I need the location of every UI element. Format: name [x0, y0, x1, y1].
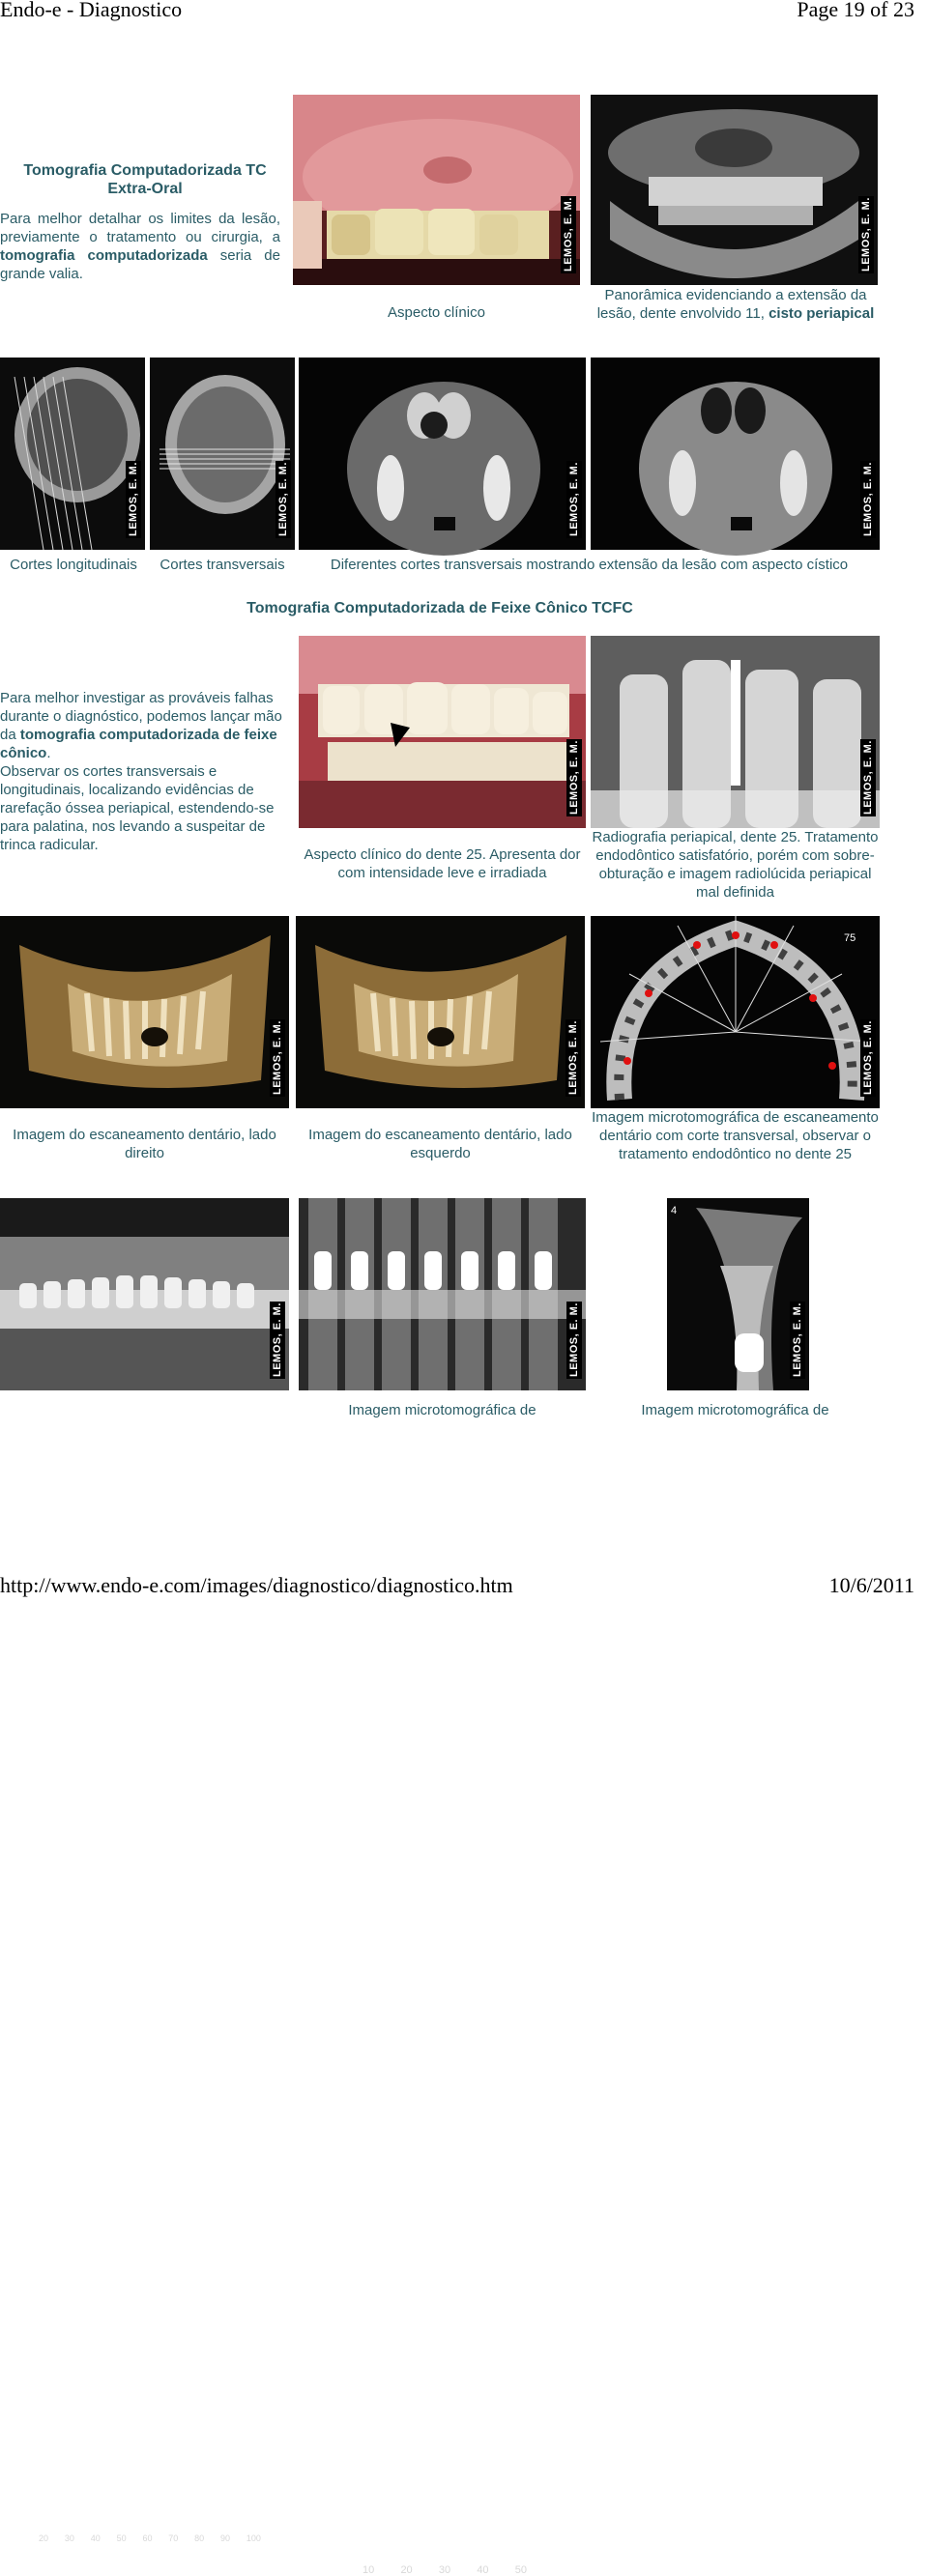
scale-label: 100 — [246, 2533, 261, 2543]
tcfc-paragraph-1-end: . — [46, 745, 51, 761]
lemos-watermark: LEMOS, E. M. — [567, 1020, 579, 1096]
clinical-photo-image — [293, 95, 580, 285]
clinical-tooth25-image — [299, 636, 586, 828]
panoramic-xray-image — [591, 95, 878, 285]
ct-axial-bone-image — [591, 358, 880, 550]
scale-numbers-b — [362, 2564, 527, 2576]
scale-label: 60 — [142, 2533, 153, 2543]
scale-label: 30 — [64, 2533, 74, 2543]
lemos-watermark: LEMOS, E. M. — [862, 462, 874, 537]
lemos-watermark: LEMOS, E. M. — [563, 197, 574, 272]
lemos-watermark: LEMOS, E. M. — [792, 1302, 803, 1378]
microtomography-arch-image — [591, 916, 880, 1108]
caption-panoramic-text: Panorâmica evidenciando a extensão da lesão, dente envolvido 11, — [596, 287, 867, 322]
section-title-tc-line2: Extra-Oral — [107, 181, 183, 197]
caption-different-cuts: Diferentes cortes transversais mostrando extensão da lesão com aspecto cístico — [330, 557, 849, 573]
scale-label: 50 — [514, 2564, 527, 2576]
scale-label: 90 — [220, 2533, 231, 2543]
lemos-watermark: LEMOS, E. M. — [568, 462, 580, 537]
caption-longitudinal: Cortes longitudinais — [10, 557, 137, 573]
caption-scan-right: Imagem do escaneamento dentário, lado direito — [13, 1127, 276, 1161]
scale-label: 20 — [39, 2533, 49, 2543]
caption-scan-left: Imagem do escaneamento dentário, lado esquerdo — [308, 1127, 572, 1161]
caption-microtomography-b: Imagem microtomográfica de — [641, 1402, 829, 1418]
scale-label: 20 — [400, 2564, 413, 2576]
lemos-watermark: LEMOS, E. M. — [277, 462, 289, 537]
scale-label: 50 — [116, 2533, 127, 2543]
single-tooth-section-image — [667, 1198, 809, 1390]
tc-description — [0, 210, 280, 283]
scale-label: 40 — [477, 2564, 489, 2576]
lemos-watermark: LEMOS, E. M. — [862, 740, 874, 816]
caption-clinical-tooth25: Aspecto clínico do dente 25. Apresenta dor com intensidade leve e irradiada — [304, 846, 581, 881]
tcfc-paragraph-1-bold: tomografia computadorizada de feixe cônico — [0, 727, 277, 761]
micro-arch-number: 75 — [844, 932, 856, 944]
periapical-xray-image — [591, 636, 880, 828]
lemos-watermark: LEMOS, E. M. — [860, 197, 872, 272]
caption-microtomography-a: Imagem microtomográfica de — [348, 1402, 536, 1418]
lemos-watermark: LEMOS, E. M. — [568, 740, 580, 816]
scale-label: 10 — [362, 2564, 375, 2576]
lemos-watermark: LEMOS, E. M. — [568, 1302, 580, 1378]
caption-transversal: Cortes transversais — [160, 557, 285, 573]
caption-microtomography-arch: Imagem microtomográfica de escaneamento dentário com corte transversal, observar o tratamento endodôntico no dente 25 — [592, 1109, 879, 1162]
tcfc-paragraph-2: Observar os cortes transversais e longitudinais, localizando evidências de rarefação óssea periapical, estendendo-se para palatina, nos levando a suspeitar de trinca radicular. — [0, 763, 275, 853]
lemos-watermark: LEMOS, E. M. — [128, 462, 139, 537]
scale-numbers-a — [39, 2533, 261, 2543]
tcfc-paragraph-1-text: Para melhor investigar as prováveis falhas durante o diagnóstico, podemos lançar mão da — [0, 690, 282, 743]
lemos-watermark: LEMOS, E. M. — [272, 1020, 283, 1096]
scale-label: 40 — [90, 2533, 101, 2543]
footer-url: http://www.endo-e.com/images/diagnostico/diagnostico.htm — [0, 1573, 513, 1597]
caption-panoramic — [591, 286, 881, 323]
section-title-tcfc: Tomografia Computadorizada de Feixe Cônico TCFC — [246, 600, 633, 616]
tc-description-end: seria de grande valia. — [0, 247, 280, 282]
tc-description-bold: tomografia computadorizada — [0, 247, 208, 264]
section-title-tc-line1: Tomografia Computadorizada TC — [23, 162, 267, 179]
ct-axial-soft-tissue-image — [299, 358, 586, 550]
page-header-title: Endo-e - Diagnostico — [0, 0, 183, 21]
page-header-number: Page 19 of 23 — [797, 0, 914, 21]
ct-transversal-image — [150, 358, 295, 550]
section-number: 4 — [671, 1205, 678, 1216]
tcfc-paragraph-1 — [0, 689, 292, 762]
lemos-watermark: LEMOS, E. M. — [272, 1302, 283, 1378]
tc-description-text: Para melhor detalhar os limites da lesão, previamente o tratamento ou cirurgia, a — [0, 211, 280, 245]
scale-label: 70 — [168, 2533, 179, 2543]
scale-label: 80 — [194, 2533, 205, 2543]
caption-panoramic-bold: cisto periapical — [768, 305, 875, 322]
scan-right-side-image — [0, 916, 289, 1108]
ct-longitudinal-image — [0, 358, 145, 550]
scan-left-side-image — [296, 916, 585, 1108]
caption-periapical-xray: Radiografia periapical, dente 25. Tratamento endodôntico satisfatório, porém com sobre-obturação e imagem radiolúcida periapical mal definida — [592, 829, 879, 901]
footer-date: 10/6/2011 — [828, 1573, 914, 1597]
scale-label: 30 — [438, 2564, 451, 2576]
section-title-tc — [0, 161, 290, 198]
tcfc-description — [0, 689, 292, 854]
caption-clinical-aspect: Aspecto clínico — [388, 304, 485, 321]
lemos-watermark: LEMOS, E. M. — [862, 1020, 874, 1096]
